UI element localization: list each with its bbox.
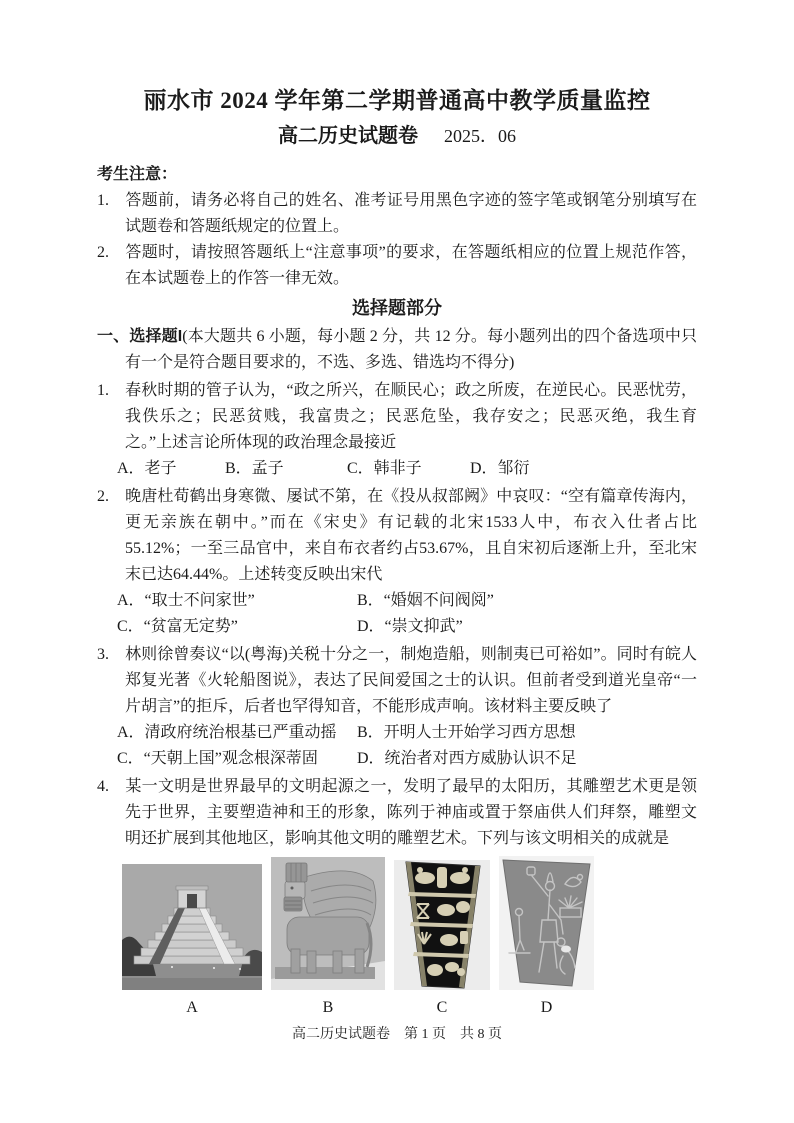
option-b: B．孟子 bbox=[225, 460, 284, 477]
part-description: (本大题共 6 小题，每小题 2 分，共 12 分。每小题列出的四个备选项中只有一个是符合题目要求的，不选、多选、错选均不得分) bbox=[125, 328, 697, 371]
page-footer: 高二历史试题卷 第 1 页 共 8 页 bbox=[292, 1027, 502, 1042]
option-a: A．“取士不问家世” bbox=[117, 592, 255, 609]
option-b: B．“婚姻不问阀阅” bbox=[357, 592, 494, 609]
part-header bbox=[97, 324, 697, 376]
image-label-c: C bbox=[436, 999, 448, 1016]
subtitle-text: 高二历史试题卷 bbox=[278, 125, 418, 147]
question-number: 4. bbox=[97, 778, 109, 795]
figure-option-b bbox=[271, 857, 385, 1017]
notice-number: 2. bbox=[97, 244, 109, 261]
question-stem bbox=[97, 484, 697, 588]
question-number: 3. bbox=[97, 646, 109, 663]
question-text: 某一文明是世界最早的文明起源之一，发明了最早的太阳历，其雕塑艺术更是领先于世界，主要塑造神和王的形象，陈列于神庙或置于祭庙供人们拜祭，雕塑文明还扩展到其他地区，影响其他文明的雕塑艺术。下列与该文明相关的成就是 bbox=[125, 778, 697, 847]
image-label-b: B bbox=[322, 999, 334, 1016]
option-a: A．清政府统治根基已严重动摇 bbox=[117, 724, 337, 741]
figure-option-a bbox=[122, 864, 262, 1017]
notice-text: 答题时，请按照答题纸上“注意事项”的要求，在答题纸相应的位置上规范作答，在本试题卷上的作答一律无效。 bbox=[125, 244, 697, 287]
notice-item-2 bbox=[97, 240, 697, 292]
question-4-images bbox=[97, 856, 697, 1017]
question-stem bbox=[97, 378, 697, 456]
page-title: 丽水市 2024 学年第二学期普通高中教学质量监控 bbox=[143, 88, 651, 113]
winged-bull-statue-photo bbox=[271, 857, 385, 990]
figure-option-d bbox=[499, 856, 594, 1017]
question-text: 春秋时期的管子认为，“政之所兴，在顺民心；政之所废，在逆民心。民恶忧劳，我佚乐之；民恶贫贱，我富贵之；民恶危坠，我存安之；民恶灭绝，我生育之。”上述言论所体现的政治理念最接近 bbox=[125, 382, 697, 451]
inlaid-panel-photo bbox=[394, 860, 490, 990]
question-3-options-row-2 bbox=[97, 746, 697, 772]
figure-option-c bbox=[394, 860, 490, 1017]
question-4 bbox=[97, 774, 697, 1017]
page-subtitle bbox=[97, 122, 697, 152]
notice-text: 答题前，请务必将自己的姓名、准考证号用黑色字迹的签字笔或钢笔分别填写在试题卷和答题纸规定的位置上。 bbox=[125, 192, 697, 235]
question-stem bbox=[97, 774, 697, 852]
question-1 bbox=[97, 378, 697, 482]
question-text: 晚唐杜荀鹤出身寒微、屡试不第，在《投从叔部阙》中哀叹：“空有篇章传海内，更无亲族在朝中。”而在《宋史》有记载的北宋1533人中，布衣入仕者占比55.12%；一至三品官中，来自布衣者约占53.67%，且自宋初后逐渐上升，至北宋末已达64.44%。上述转变反映出宋代 bbox=[125, 488, 697, 583]
notice-item-1 bbox=[97, 188, 697, 240]
option-c: C．韩非子 bbox=[347, 460, 422, 477]
question-3-options-row-1 bbox=[97, 720, 697, 746]
question-2 bbox=[97, 484, 697, 640]
question-2-options-row-1 bbox=[97, 588, 697, 614]
step-pyramid-photo bbox=[122, 864, 262, 990]
question-text: 林则徐曾奏议“以(粤海)关税十分之一，制炮造船，则制夷已可裕如”。同时有皖人郑复光著《火轮船图说》，表达了民间爱国之士的认识。但前者受到道光皇帝“一片胡言”的拒斥，后者也罕得知音，不能形成声响。该材料主要反映了 bbox=[125, 646, 697, 715]
question-stem bbox=[97, 642, 697, 720]
option-d: D．统治者对西方威胁认识不足 bbox=[357, 750, 577, 767]
section-title: 选择题部分 bbox=[352, 298, 442, 318]
stone-palette-relief-photo bbox=[499, 856, 594, 990]
question-3 bbox=[97, 642, 697, 772]
option-d: D．“崇文抑武” bbox=[357, 618, 463, 635]
option-c: C．“天朝上国”观念根深蒂固 bbox=[117, 750, 318, 767]
part-label: 一、选择题I bbox=[97, 328, 183, 345]
exam-date: 2025．06 bbox=[444, 126, 516, 146]
question-2-options-row-2 bbox=[97, 614, 697, 640]
image-label-d: D bbox=[540, 999, 553, 1016]
notice-number: 1. bbox=[97, 192, 109, 209]
image-label-a: A bbox=[186, 999, 198, 1016]
question-1-options bbox=[97, 456, 697, 482]
notice-heading: 考生注意： bbox=[97, 166, 178, 183]
option-d: D．邹衍 bbox=[470, 460, 530, 477]
option-b: B．开明人士开始学习西方思想 bbox=[357, 724, 576, 741]
question-number: 2. bbox=[97, 488, 109, 505]
option-c: C．“贫富无定势” bbox=[117, 618, 238, 635]
question-number: 1. bbox=[97, 382, 109, 399]
option-a: A．老子 bbox=[117, 460, 177, 477]
